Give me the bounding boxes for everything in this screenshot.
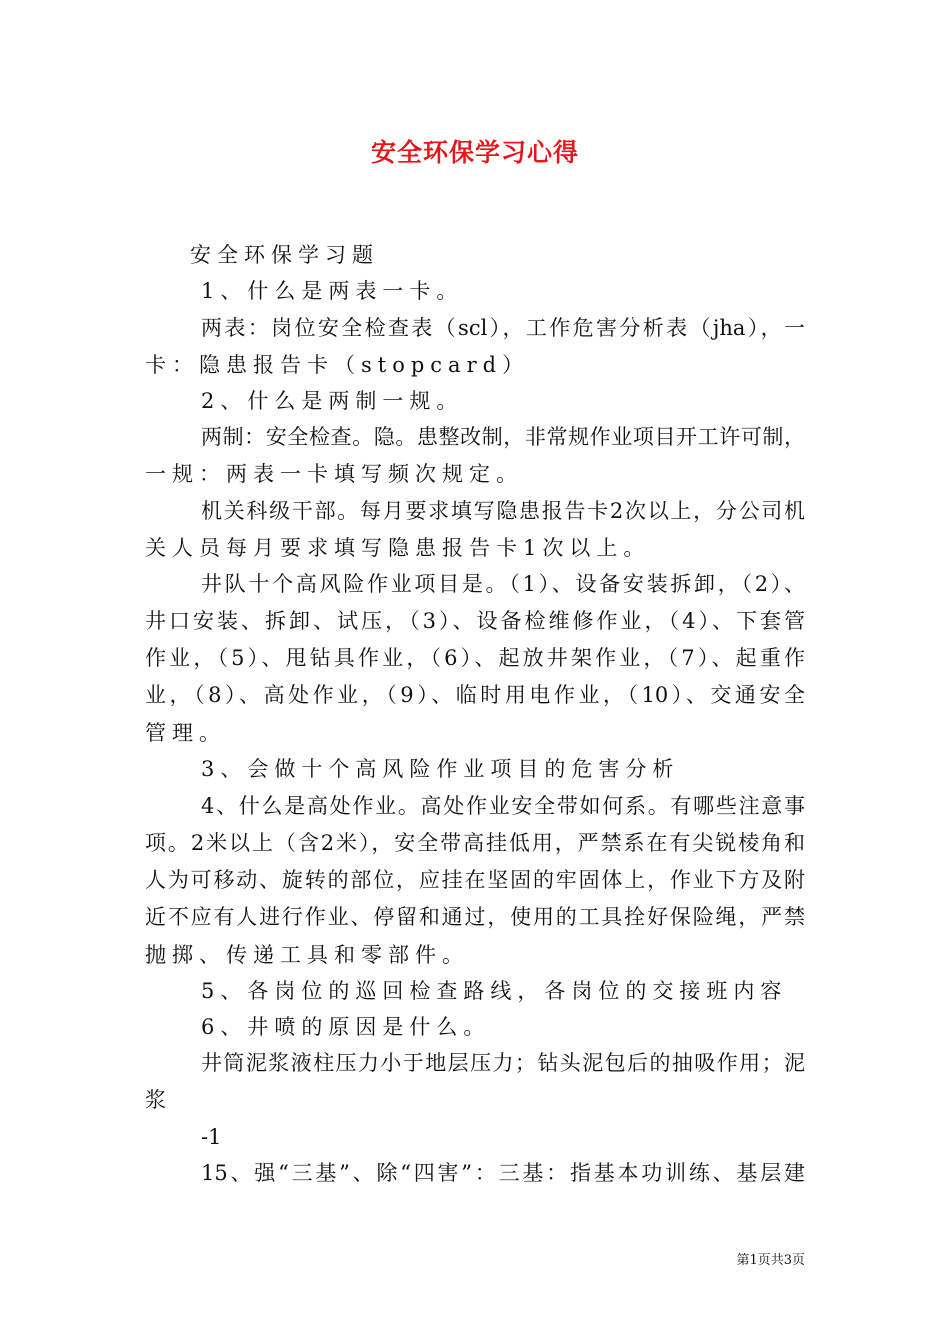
text-line: 井筒泥浆液柱压力小于地层压力；钻头泥包后的抽吸作用；泥 — [201, 1051, 805, 1075]
text-line: 管理。 — [145, 721, 226, 745]
text-line: 卡：隐患报告卡（stopcard） — [145, 353, 530, 377]
text-line: 业，（8）、高处作业，（9）、临时用电作业，（10）、交通安全 — [145, 683, 805, 707]
text-line: 3、会做十个高风险作业项目的危害分析 — [201, 757, 680, 781]
text-line: 近不应有人进行作业、停留和通过，使用的工具拴好保险绳，严禁 — [145, 905, 805, 929]
text-line: 5、各岗位的巡回检查路线，各岗位的交接班内容 — [201, 979, 788, 1003]
text-line: 机关科级干部。每月要求填写隐患报告卡2次以上，分公司机 — [201, 499, 805, 523]
text-line: 作业，（5）、甩钻具作业，（6）、起放井架作业，（7）、起重作 — [145, 646, 805, 670]
text-line: 井队十个高风险作业项目是。（1）、设备安装拆卸，（2）、 — [201, 572, 805, 596]
text-line: 井口安装、拆卸、试压，（3）、设备检维修作业，（4）、下套管 — [145, 609, 805, 633]
text-line: 一规：两表一卡填写频次规定。 — [145, 462, 523, 486]
text-line: -1 — [201, 1125, 222, 1149]
text-line: 关人员每月要求填写隐患报告卡1次以上。 — [145, 536, 651, 560]
document-title: 安全环保学习心得 — [370, 138, 579, 167]
text-line: 15、强“三基”、除“四害”：三基：指基本功训练、基层建 — [201, 1161, 805, 1185]
text-line: 1、什么是两表一卡。 — [201, 279, 464, 303]
text-line: 两表：岗位安全检查表（scl），工作危害分析表（jha），一 — [201, 316, 805, 340]
text-line: 浆 — [145, 1088, 172, 1112]
text-line: 2、什么是两制一规。 — [201, 389, 464, 413]
text-line: 人为可移动、旋转的部位，应挂在坚固的牢固体上，作业下方及附 — [145, 868, 805, 892]
text-line: 4、什么是高处作业。高处作业安全带如何系。有哪些注意事 — [201, 794, 805, 818]
text-line: 抛掷、传递工具和零部件。 — [145, 943, 469, 967]
text-line: 6、井喷的原因是什么。 — [201, 1015, 491, 1039]
text-line: 安全环保学习题 — [190, 243, 379, 267]
page-number: 第1页共3页 — [736, 1253, 805, 1268]
text-line: 项。2米以上（含2米），安全带高挂低用，严禁系在有尖锐棱角和 — [145, 831, 805, 855]
text-line: 两制：安全检查。隐。患整改制，非常规作业项目开工许可制， — [201, 425, 805, 449]
